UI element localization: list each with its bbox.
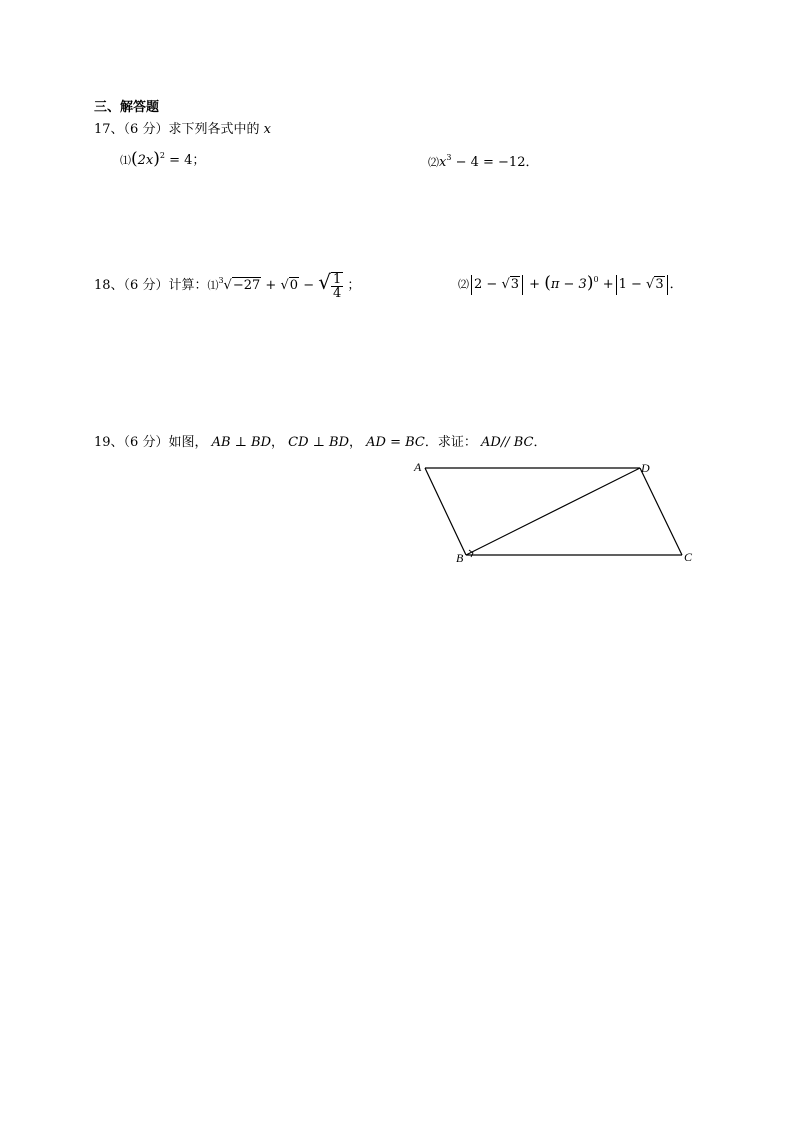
- question-18: [94, 270, 360, 300]
- q18-part2-radicand-2: 3: [655, 277, 664, 292]
- geometry-figure: [400, 455, 710, 575]
- question-17-variable: x: [263, 122, 271, 137]
- q19-condition-3: AD = BC: [366, 435, 425, 450]
- q18-part2-plus-2: +: [602, 277, 614, 292]
- abs-bar: [471, 275, 472, 295]
- radical-sign-icon: √: [318, 270, 331, 294]
- close-paren: ): [586, 273, 594, 293]
- q18-radicand-1: −27: [232, 278, 261, 293]
- q18-part1-end: ；: [347, 278, 361, 293]
- label-c: C: [684, 550, 693, 564]
- question-19: [94, 431, 547, 450]
- abs-bar: [522, 275, 523, 295]
- radical-sign-icon: √: [501, 277, 510, 292]
- segment-dc: [640, 468, 682, 555]
- q19-separator: ，: [349, 435, 363, 450]
- q18-part2-label: ⑵: [458, 278, 469, 291]
- q19-condition-2: CD ⊥ BD: [288, 435, 350, 450]
- q18-part2-paren: π − 3: [550, 277, 587, 292]
- q19-condition-1: AB ⊥ BD: [211, 435, 272, 450]
- section-title: 三、解答题: [94, 100, 160, 115]
- label-b: B: [456, 551, 464, 565]
- q17-part2-rest: − 4 = −12．: [455, 155, 539, 170]
- q18-part1-label: ⑴: [207, 279, 219, 292]
- question-17-text: 17、（6 分）求下列各式中的: [94, 122, 260, 137]
- question-19-text: 19、（6 分）如图，: [94, 435, 208, 450]
- q17-part1-exponent: 2: [159, 151, 165, 160]
- abs-bar: [616, 275, 617, 295]
- q18-part2-term1: 2 −: [474, 277, 498, 292]
- radical-sign-icon: √: [280, 278, 289, 293]
- q17-part2-label: ⑵: [428, 156, 439, 169]
- segment-bd: [466, 468, 640, 555]
- close-paren: ): [153, 149, 160, 169]
- q17-part2: [428, 151, 538, 170]
- q19-prove-text: ．求证：: [424, 435, 477, 450]
- q18-part2-term2: 1 −: [618, 277, 642, 292]
- label-d: D: [641, 461, 650, 475]
- segment-ab: [425, 468, 466, 555]
- q18-part2-end: ．: [669, 277, 683, 292]
- open-paren: (: [131, 149, 138, 169]
- q19-end: ．: [533, 435, 547, 450]
- q18-fraction-denominator: 4: [332, 285, 342, 301]
- q18-part2-radicand-1: 3: [510, 277, 520, 292]
- q17-part1-rhs: = 4；: [169, 153, 206, 168]
- q19-goal: AD// BC: [481, 435, 534, 450]
- q17-part2-var: x: [439, 155, 447, 170]
- q17-part1-label: ⑴: [120, 154, 131, 167]
- abs-bar: [667, 275, 668, 295]
- q17-part1-base: 2x: [137, 153, 154, 168]
- q18-part2: [458, 273, 683, 295]
- q17-part1: [120, 149, 205, 169]
- q18-radicand-2: 0: [289, 278, 299, 293]
- q19-separator: ，: [271, 435, 285, 450]
- radical-sign-icon: √: [223, 278, 232, 293]
- question-18-text: 18、（6 分）计算：: [94, 278, 208, 293]
- question-17-header: [94, 118, 271, 137]
- q18-fraction-numerator: 1: [332, 271, 342, 287]
- label-a: A: [414, 460, 422, 474]
- radical-sign-icon: √: [646, 277, 655, 292]
- cube-root-index: 3: [218, 276, 224, 285]
- q18-plus: +: [265, 278, 277, 293]
- q18-part2-plus-1: +: [529, 277, 541, 292]
- q17-part2-exponent: 3: [446, 153, 452, 162]
- open-paren: (: [544, 273, 551, 293]
- q18-part2-exponent: 0: [593, 275, 599, 284]
- q18-minus: −: [303, 278, 315, 293]
- q18-fraction: [331, 272, 343, 300]
